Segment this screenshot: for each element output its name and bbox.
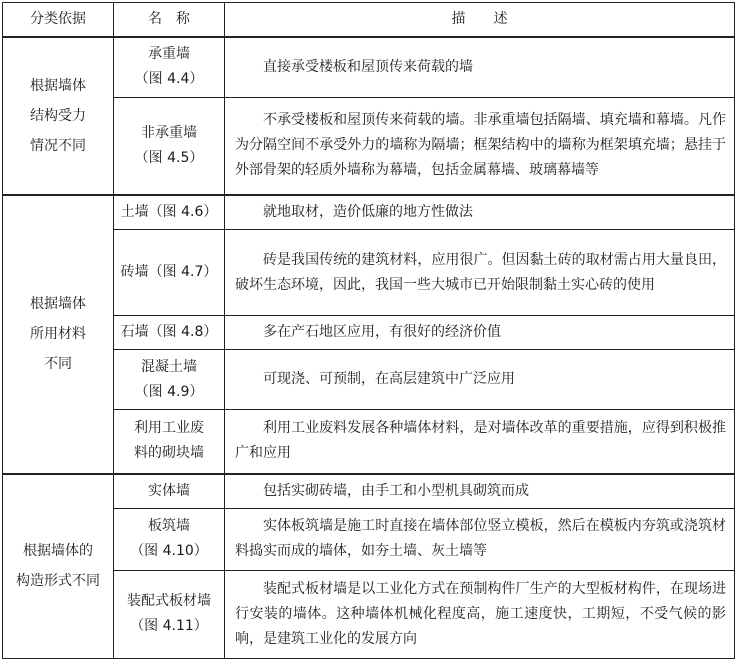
wall-classification-table <box>2 2 735 659</box>
category-material <box>3 195 114 474</box>
category-line: 根据墙体 <box>30 78 86 94</box>
category-line: 根据墙体 <box>30 296 86 313</box>
wall-description: 装配式板材墙是以工业化方式在预制构件厂生产的大型板材构件，在现场进行安装的墙体。这种墙体机械化程度高，施工速度快，工期短，不受气候的影响，是建筑工业化的发展方向 <box>225 570 735 658</box>
wall-description: 实体板筑墙是施工时直接在墙体部位竖立模板，然后在模板内夯筑或浇筑材料捣实而成的墙体，如夯土墙、灰土墙等 <box>225 508 735 570</box>
category-line: 根据墙体的 <box>23 543 93 559</box>
header-category: 分类依据 <box>3 3 114 38</box>
category-structural-load <box>3 37 114 195</box>
wall-name-load-bearing: 承重墙 （图 4.4） <box>114 37 225 97</box>
table-row <box>3 37 735 97</box>
category-line: 不同 <box>44 356 72 373</box>
wall-name-non-load-bearing: 非承重墙 （图 4.5） <box>114 97 225 195</box>
wall-description: 就地取材，造价低廉的地方性做法 <box>225 195 735 230</box>
category-line: 结构受力 <box>30 108 86 124</box>
wall-name-solid: 实体墙 <box>114 474 225 509</box>
wall-description: 利用工业废料发展各种墙体材料，是对墙体改革的重要措施，应得到积极推广和应用 <box>225 410 735 474</box>
wall-name-concrete: 混凝土墙 （图 4.9） <box>114 350 225 410</box>
category-line: 构造形式不同 <box>16 573 100 589</box>
wall-description: 包括实砌砖墙，由手工和小型机具砌筑而成 <box>225 474 735 509</box>
wall-name-industrial-waste-block: 利用工业废 料的砌块墙 <box>114 410 225 474</box>
wall-name-stone: 石墙（图 4.8） <box>114 316 225 350</box>
wall-name-prefab-panel: 装配式板材墙 （图 4.11） <box>114 570 225 658</box>
category-construction-form <box>3 474 114 659</box>
wall-name-earth: 土墙（图 4.6） <box>114 195 225 230</box>
table-row <box>3 474 735 509</box>
header-name: 名 称 <box>114 3 225 38</box>
header-description: 描 述 <box>225 3 735 38</box>
wall-name-rammed-formwork: 板筑墙 （图 4.10） <box>114 508 225 570</box>
wall-description: 不承受楼板和屋顶传来荷载的墙。非承重墙包括隔墙、填充墙和幕墙。凡作为分隔空间不承受外力的墙称为隔墙；框架结构中的墙称为框架填充墙；悬挂于外部骨架的轻质外墙称为幕墙，包括金属幕墙、玻璃幕墙等 <box>225 97 735 195</box>
wall-description: 多在产石地区应用，有很好的经济价值 <box>225 316 735 350</box>
category-line: 所用材料 <box>30 326 86 343</box>
table-header-row <box>3 3 735 38</box>
wall-name-brick: 砖墙（图 4.7） <box>114 230 225 316</box>
wall-description: 可现浇、可预制，在高层建筑中广泛应用 <box>225 350 735 410</box>
wall-description: 直接承受楼板和屋顶传来荷载的墙 <box>225 37 735 97</box>
wall-description: 砖是我国传统的建筑材料，应用很广。但因黏土砖的取材需占用大量良田，破坏生态环境，因此，我国一些大城市已开始限制黏土实心砖的使用 <box>225 230 735 316</box>
category-line: 情况不同 <box>30 138 86 154</box>
table-row <box>3 195 735 230</box>
